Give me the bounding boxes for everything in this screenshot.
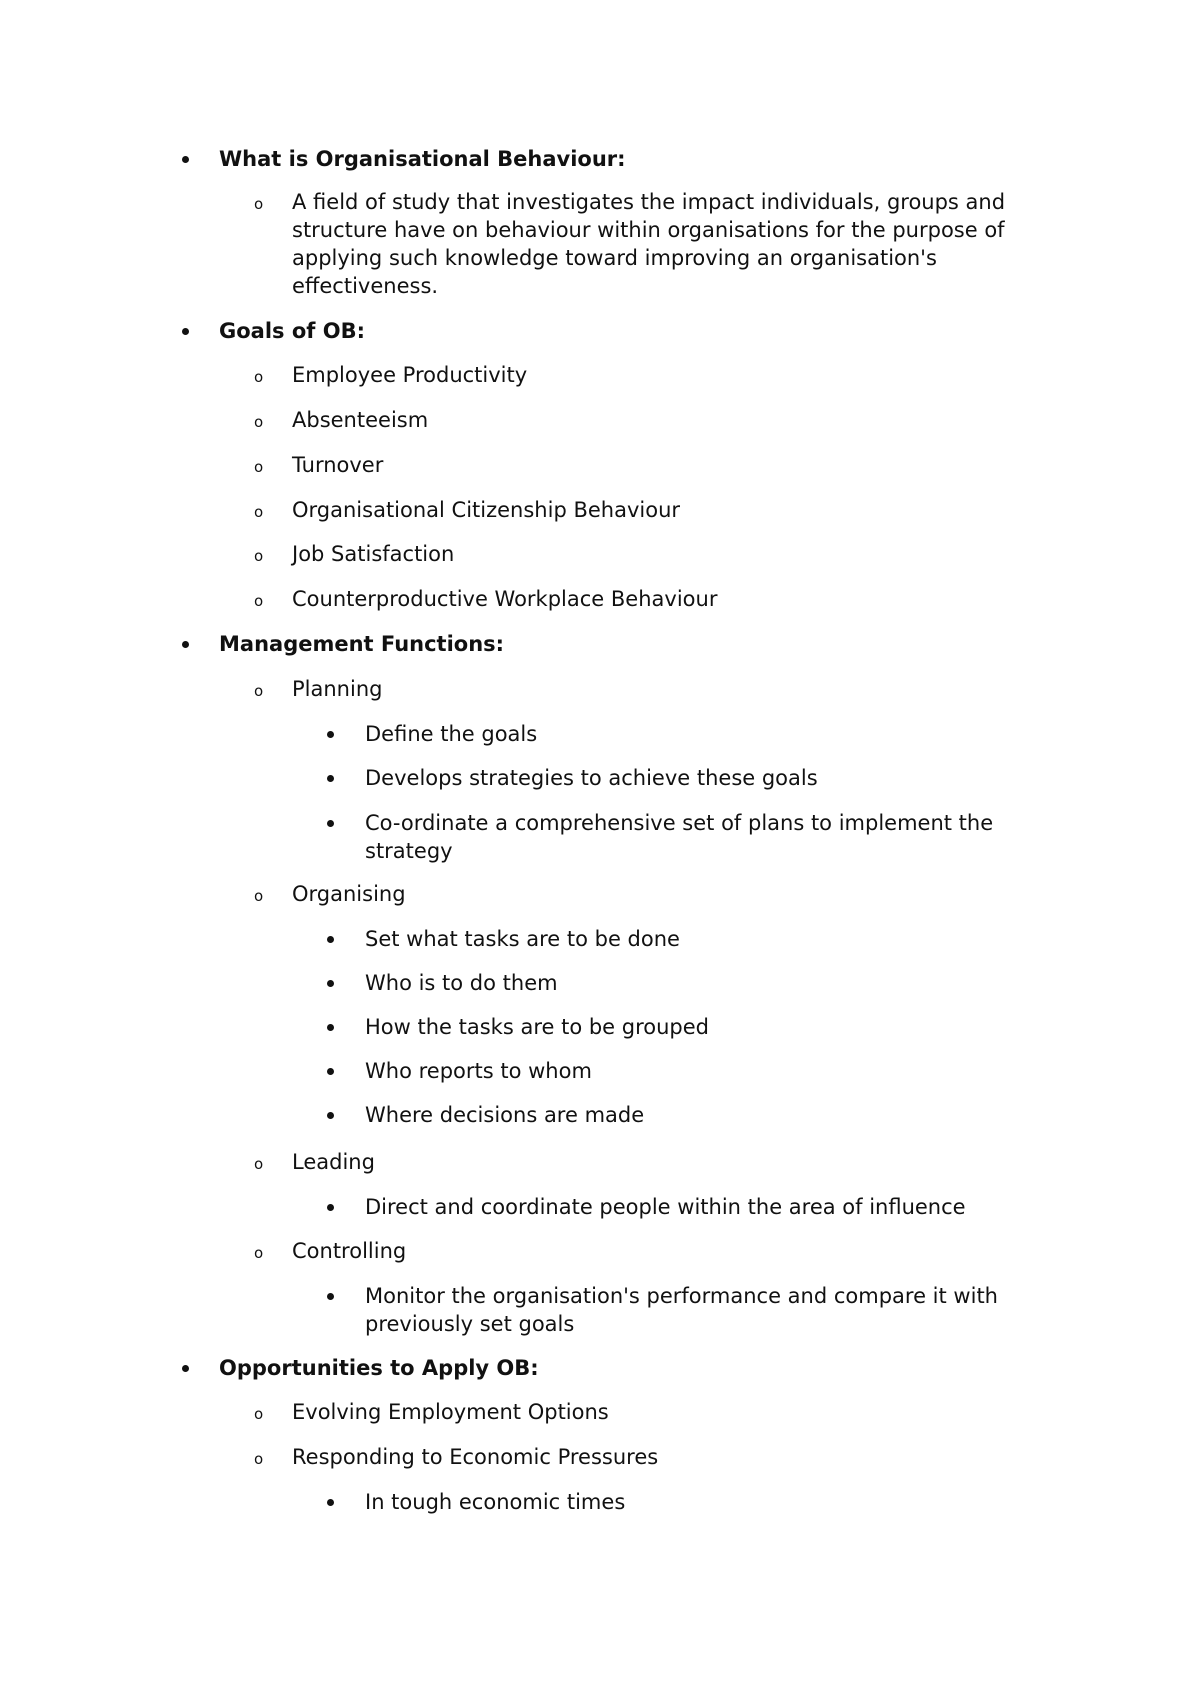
bullet-icon — [327, 731, 334, 738]
section-heading: Opportunities to Apply OB: — [219, 1356, 539, 1380]
bullet-icon — [327, 775, 334, 782]
circle-bullet-icon: o — [254, 1450, 264, 1468]
circle-bullet-icon: o — [254, 503, 264, 521]
bullet-icon — [327, 1024, 334, 1031]
circle-bullet-icon: o — [254, 413, 264, 431]
bullet-icon — [182, 1365, 189, 1372]
sub-list-item: How the tasks are to be grouped — [365, 1015, 710, 1039]
list-item: Organising — [292, 882, 406, 906]
bullet-icon — [327, 1068, 334, 1075]
sub-list-item: In tough economic times — [365, 1490, 626, 1514]
bullet-icon — [327, 980, 334, 987]
bullet-icon — [182, 156, 189, 163]
circle-bullet-icon: o — [254, 458, 264, 476]
bullet-icon — [327, 820, 334, 827]
sub-list-item: Define the goals — [365, 722, 538, 746]
list-item: Planning — [292, 677, 383, 701]
list-item: Absenteeism — [292, 408, 429, 432]
sub-list-item-line: Monitor the organisation's performance and compare it with — [365, 1284, 998, 1308]
circle-bullet-icon: o — [254, 592, 264, 610]
list-item: Controlling — [292, 1239, 407, 1263]
section-heading: What is Organisational Behaviour: — [219, 147, 626, 171]
list-item: Job Satisfaction — [292, 542, 455, 566]
list-item-line: applying such knowledge toward improving an organisation's — [292, 246, 937, 270]
circle-bullet-icon: o — [254, 1244, 264, 1262]
sub-list-item: Who reports to whom — [365, 1059, 592, 1083]
list-item: Responding to Economic Pressures — [292, 1445, 659, 1469]
list-item: Turnover — [292, 453, 384, 477]
circle-bullet-icon: o — [254, 1155, 264, 1173]
circle-bullet-icon: o — [254, 887, 264, 905]
circle-bullet-icon: o — [254, 547, 264, 565]
circle-bullet-icon: o — [254, 195, 264, 213]
sub-list-item: Set what tasks are to be done — [365, 927, 680, 951]
list-item-line: structure have on behaviour within organisations for the purpose of — [292, 218, 1005, 242]
section-heading: Management Functions: — [219, 632, 505, 656]
sub-list-item: Who is to do them — [365, 971, 558, 995]
bullet-icon — [327, 1112, 334, 1119]
bullet-icon — [327, 936, 334, 943]
circle-bullet-icon: o — [254, 1405, 264, 1423]
circle-bullet-icon: o — [254, 368, 264, 386]
bullet-icon — [182, 641, 189, 648]
list-item: Leading — [292, 1150, 375, 1174]
bullet-icon — [327, 1293, 334, 1300]
bullet-icon — [327, 1499, 334, 1506]
section-heading: Goals of OB: — [219, 319, 365, 343]
sub-list-item: Develops strategies to achieve these goals — [365, 766, 818, 790]
sub-list-item: Where decisions are made — [365, 1103, 645, 1127]
sub-list-item-line: previously set goals — [365, 1312, 575, 1336]
sub-list-item-line: strategy — [365, 839, 453, 863]
list-item: Evolving Employment Options — [292, 1400, 609, 1424]
list-item: Organisational Citizenship Behaviour — [292, 498, 681, 522]
list-item-line: A field of study that investigates the impact individuals, groups and — [292, 190, 1006, 214]
bullet-icon — [182, 328, 189, 335]
circle-bullet-icon: o — [254, 682, 264, 700]
list-item: Counterproductive Workplace Behaviour — [292, 587, 718, 611]
bullet-icon — [327, 1204, 334, 1211]
sub-list-item: Direct and coordinate people within the area of influence — [365, 1195, 966, 1219]
list-item-line: effectiveness. — [292, 274, 439, 298]
sub-list-item-line: Co-ordinate a comprehensive set of plans to implement the — [365, 811, 994, 835]
list-item: Employee Productivity — [292, 363, 528, 387]
